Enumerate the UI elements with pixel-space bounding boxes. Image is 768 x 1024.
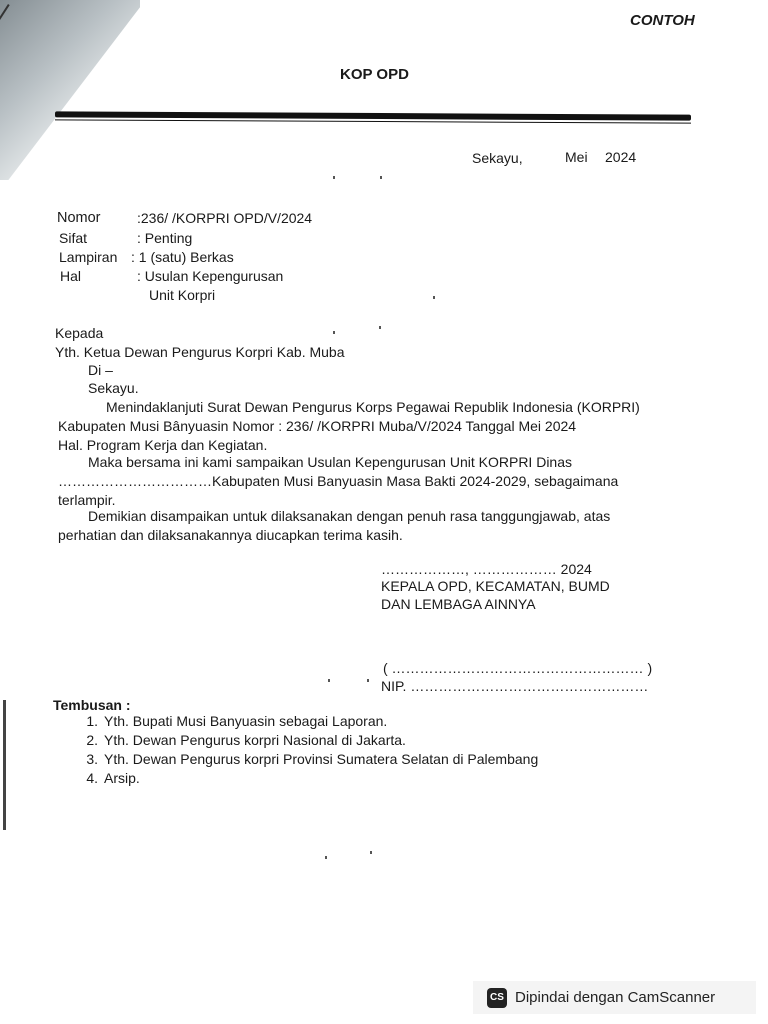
paragraph-2	[58, 453, 686, 510]
list-item: 4. Arsip.	[86, 770, 140, 786]
scan-speck	[333, 176, 335, 179]
date-month: Mei	[565, 149, 588, 165]
date-place: Sekayu,	[472, 150, 523, 166]
sifat-label: Sifat	[59, 230, 88, 246]
paragraph-2-line: Maka bersama ini kami sampaikan Usulan Kepengurusan Unit KORPRI Dinas	[88, 454, 572, 470]
scan-speck	[379, 326, 381, 329]
lampiran-value: : 1 (satu) Berkas	[131, 249, 234, 265]
signature-name-placeholder: ( ……………………………………………… )	[383, 660, 653, 676]
paragraph-2-line: ……………………………Kabupaten Musi Banyuasin Masa Bakti 2024-2029, sebagaimana	[58, 473, 619, 489]
paragraph-3-line: Demikian disampaikan untuk dilaksanakan dengan penuh rasa tanggungjawab, atas	[88, 508, 611, 524]
scan-speck	[380, 176, 382, 179]
scan-speck	[328, 679, 330, 682]
hal-label: Hal	[60, 268, 82, 284]
recipient-city: Sekayu.	[88, 380, 139, 396]
paragraph-1-line: Kabupaten Musi Bânyuasin Nomor : 236/ /KORPRI Muba/V/2024 Tanggal Mei 2024	[58, 418, 577, 434]
date-year: 2024	[605, 149, 637, 165]
list-item: 2. Yth. Dewan Pengurus korpri Nasional di Jakarta.	[86, 732, 406, 748]
paragraph-1-line: Hal. Program Kerja dan Kegiatan.	[58, 437, 268, 453]
nomor-value: :236/ /KORPRI OPD/V/2024	[137, 210, 313, 226]
camscanner-watermark	[473, 981, 756, 1014]
paragraph-3	[58, 507, 686, 545]
scan-speck	[367, 679, 369, 682]
scan-corner-artifact	[0, 0, 140, 180]
list-item: 3. Yth. Dewan Pengurus korpri Provinsi Sumatera Selatan di Palembang	[86, 751, 539, 767]
recipient-name: Yth. Ketua Dewan Pengurus Korpri Kab. Muba	[55, 344, 345, 360]
lampiran-label: Lampiran	[59, 249, 118, 265]
scan-speck	[325, 856, 327, 859]
camscanner-text: Dipindai dengan CamScanner	[515, 989, 716, 1006]
scan-speck	[370, 851, 372, 854]
paragraph-1	[58, 398, 686, 455]
scan-speck	[433, 296, 435, 299]
tembusan-list	[58, 712, 538, 788]
paragraph-3-line: perhatian dan dilaksanakannya diucapkan terima kasih.	[58, 527, 403, 543]
tembusan-label: Tembusan :	[53, 697, 131, 713]
signature-date: ………………, ……………… 2024	[381, 561, 592, 577]
signature-nip: NIP. ……………………………………………	[381, 678, 649, 694]
recipient-kepada: Kepada	[55, 325, 104, 341]
scan-left-edge	[3, 700, 6, 830]
hal-value-continued: Unit Korpri	[149, 287, 216, 303]
signature-title: KEPALA OPD, KECAMATAN, BUMD	[381, 578, 610, 594]
paragraph-1-line: Menindaklanjuti Surat Dewan Pengurus Korps Pegawai Republik Indonesia (KORPRI)	[106, 399, 640, 415]
nomor-label: Nomor	[57, 210, 101, 226]
list-item: 1. Yth. Bupati Musi Banyuasin sebagai Laporan.	[86, 713, 388, 729]
sample-label: CONTOH	[630, 12, 695, 29]
hal-value: : Usulan Kepengurusan	[137, 268, 284, 284]
signature-title-continued: DAN LEMBAGA AINNYA	[381, 596, 536, 612]
paragraph-2-line: terlampir.	[58, 492, 116, 508]
scan-speck	[333, 331, 335, 334]
letterhead-title: KOP OPD	[340, 66, 409, 83]
recipient-di: Di –	[88, 362, 113, 378]
camscanner-logo-icon: CS	[487, 988, 507, 1008]
sifat-value: : Penting	[137, 230, 193, 246]
